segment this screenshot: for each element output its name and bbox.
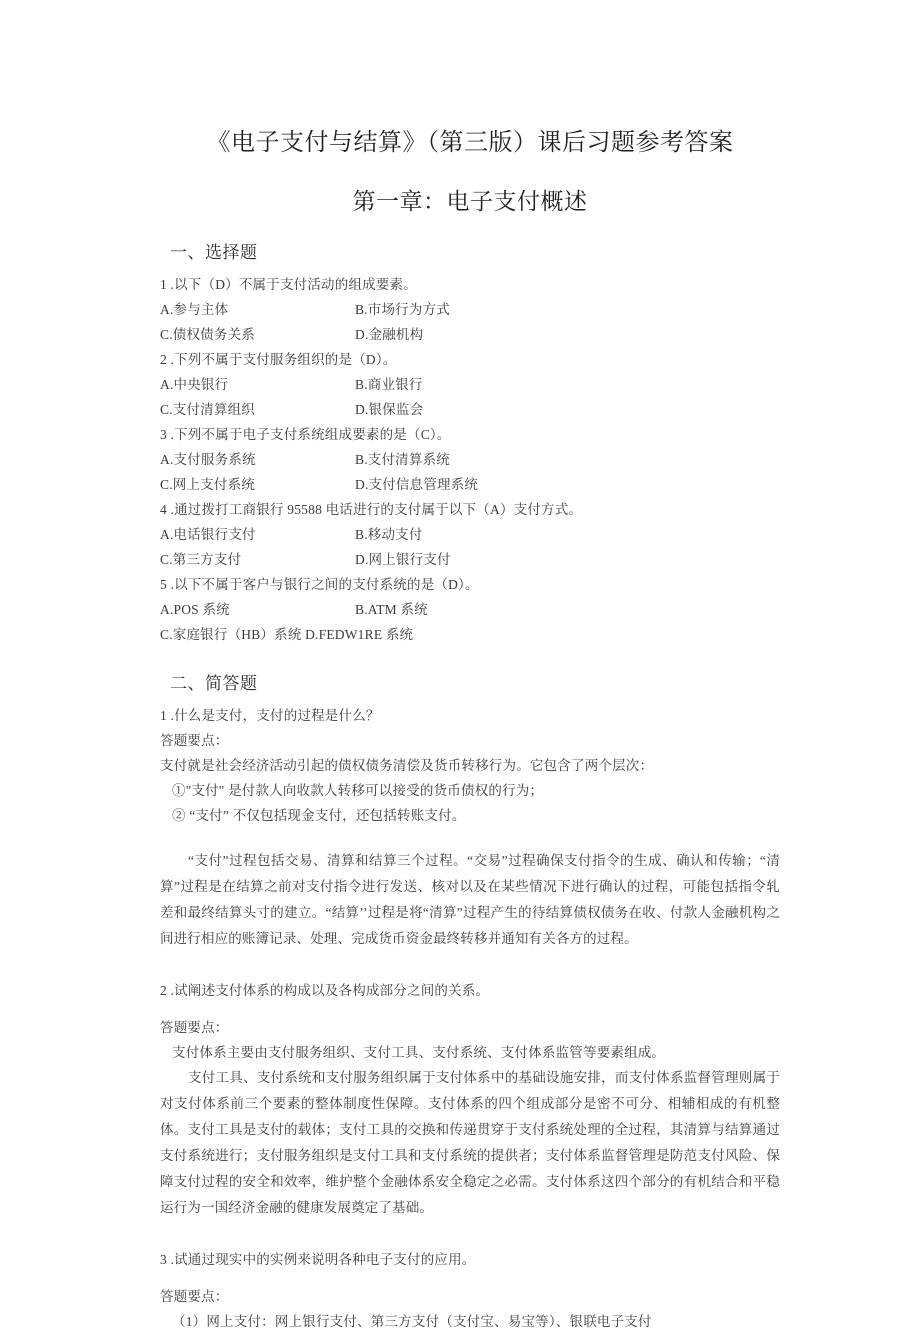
question-stem: 2 .下列不属于支付服务组织的是（D）。 bbox=[160, 352, 397, 367]
section-heading-choice: 一、选择题 bbox=[170, 243, 258, 262]
question-block bbox=[160, 497, 780, 572]
answer-line: ①"支付" 是付款人向收款人转移可以接受的货币债权的行为； bbox=[172, 783, 544, 798]
option-c[interactable]: C.网上支付系统 bbox=[160, 477, 255, 492]
option-cd-line[interactable]: C.家庭银行（HB）系统 D.FEDW1RE 系统 bbox=[160, 627, 414, 642]
spacer bbox=[160, 1003, 780, 1015]
answer-label: 答题要点： bbox=[160, 1289, 229, 1304]
option-b[interactable]: B.商业银行 bbox=[355, 377, 423, 392]
spacer bbox=[160, 1221, 780, 1247]
option-a[interactable]: A.POS 系统 bbox=[160, 602, 230, 617]
question-block bbox=[160, 422, 780, 497]
question-block bbox=[160, 703, 780, 828]
option-a[interactable]: A.电话银行支付 bbox=[160, 527, 256, 542]
option-c[interactable]: C.支付清算组织 bbox=[160, 402, 255, 417]
option-row bbox=[160, 597, 780, 622]
question-block bbox=[160, 347, 780, 422]
spacer bbox=[160, 1272, 780, 1284]
option-c[interactable]: C.债权债务关系 bbox=[160, 327, 255, 342]
question-stem: 3 .下列不属于电子支付系统组成要素的是（C）。 bbox=[160, 427, 451, 442]
option-a[interactable]: A.中央银行 bbox=[160, 377, 229, 392]
spacer bbox=[160, 952, 780, 978]
option-row bbox=[160, 397, 780, 422]
answer-label: 答题要点： bbox=[160, 1020, 229, 1035]
question-block bbox=[160, 272, 780, 347]
option-b[interactable]: B.移动支付 bbox=[355, 527, 423, 542]
question-stem: 3 .试通过现实中的实例来说明各种电子支付的应用。 bbox=[160, 1252, 476, 1267]
answer-label: 答题要点： bbox=[160, 733, 229, 748]
answer-line: 支付体系主要由支付服务组织、支付工具、支付系统、支付体系监管等要素组成。 bbox=[172, 1045, 666, 1060]
chapter-title: 第一章：电子支付概述 bbox=[352, 189, 588, 214]
answer-line: 支付就是社会经济活动引起的债权债务清偿及货币转移行为。它包含了两个层次： bbox=[160, 758, 654, 773]
option-a[interactable]: A.支付服务系统 bbox=[160, 452, 256, 467]
option-row bbox=[160, 447, 780, 472]
option-b[interactable]: B.市场行为方式 bbox=[355, 302, 450, 317]
question-block bbox=[160, 978, 780, 1065]
option-d[interactable]: D.网上银行支付 bbox=[355, 552, 451, 567]
question-block bbox=[160, 572, 780, 647]
option-row bbox=[160, 297, 780, 322]
question-stem: 5 .以下不属于客户与银行之间的支付系统的是（D）。 bbox=[160, 577, 479, 592]
answer-line: （1）网上支付：网上银行支付、第三方支付（支付宝、易宝等）、银联电子支付 bbox=[172, 1314, 652, 1329]
option-a[interactable]: A.参与主体 bbox=[160, 302, 229, 317]
option-row bbox=[160, 522, 780, 547]
answer-paragraph: 支付工具、支付系统和支付服务组织属于支付体系中的基础设施安排，而支付体系监督管理则属于对支付体系前三个要素的整体制度性保障。支付体系的四个组成部分是密不可分、相辅相成的有机整体。支付工具是支付的载体；支付工具的交换和传递贯穿于支付系统处理的全过程，其清算与结算通过支付系统进行；支付服务组织是支付工具和支付系统的提供者；支付体系监督管理是防范支付风险、保障支付过程的安全和效率，维护整个金融体系安全稳定之必需。支付体系这四个部分的有机结合和平稳运行为一国经济金融的健康发展奠定了基础。 bbox=[160, 1070, 780, 1215]
question-stem: 1 .以下（D）不属于支付活动的组成要素。 bbox=[160, 277, 417, 292]
option-row bbox=[160, 322, 780, 347]
option-c[interactable]: C.第三方支付 bbox=[160, 552, 242, 567]
question-block bbox=[160, 1247, 780, 1334]
section-heading-shortanswer: 二、简答题 bbox=[170, 674, 258, 693]
option-d[interactable]: D.银保监会 bbox=[355, 402, 424, 417]
option-d[interactable]: D.金融机构 bbox=[355, 327, 424, 342]
option-row bbox=[160, 372, 780, 397]
option-row bbox=[160, 547, 780, 572]
answer-line: ② “支付” 不仅包括现金支付，还包括转账支付。 bbox=[172, 808, 466, 823]
option-b[interactable]: B.ATM 系统 bbox=[355, 602, 428, 617]
option-b[interactable]: B.支付清算系统 bbox=[355, 452, 450, 467]
page-title: 《电子支付与结算》（第三版）课后习题参考答案 bbox=[206, 130, 734, 156]
option-d[interactable]: D.支付信息管理系统 bbox=[355, 477, 479, 492]
answer-paragraph: “支付”过程包括交易、清算和结算三个过程。“交易”过程确保支付指令的生成、确认和传输；“清算”过程是在结算之前对支付指令进行发送、核对以及在某些情况下进行确认的过程，可能包括指令轧差和最终结算头寸的建立。“结算’’过程是将“清算”过程产生的待结算债权债务在收、付款人金融机构之间进行相应的账簿记录、处理、完成货币资金最终转移并通知有关各方的过程。 bbox=[160, 853, 780, 946]
spacer bbox=[160, 828, 780, 848]
question-stem: 4 .通过拨打工商银行 95588 电话进行的支付属于以下（A）支付方式。 bbox=[160, 502, 583, 517]
option-row bbox=[160, 472, 780, 497]
question-stem: 1 .什么是支付，支付的过程是什么？ bbox=[160, 708, 380, 723]
question-stem: 2 .试阐述支付体系的构成以及各构成部分之间的关系。 bbox=[160, 983, 490, 998]
